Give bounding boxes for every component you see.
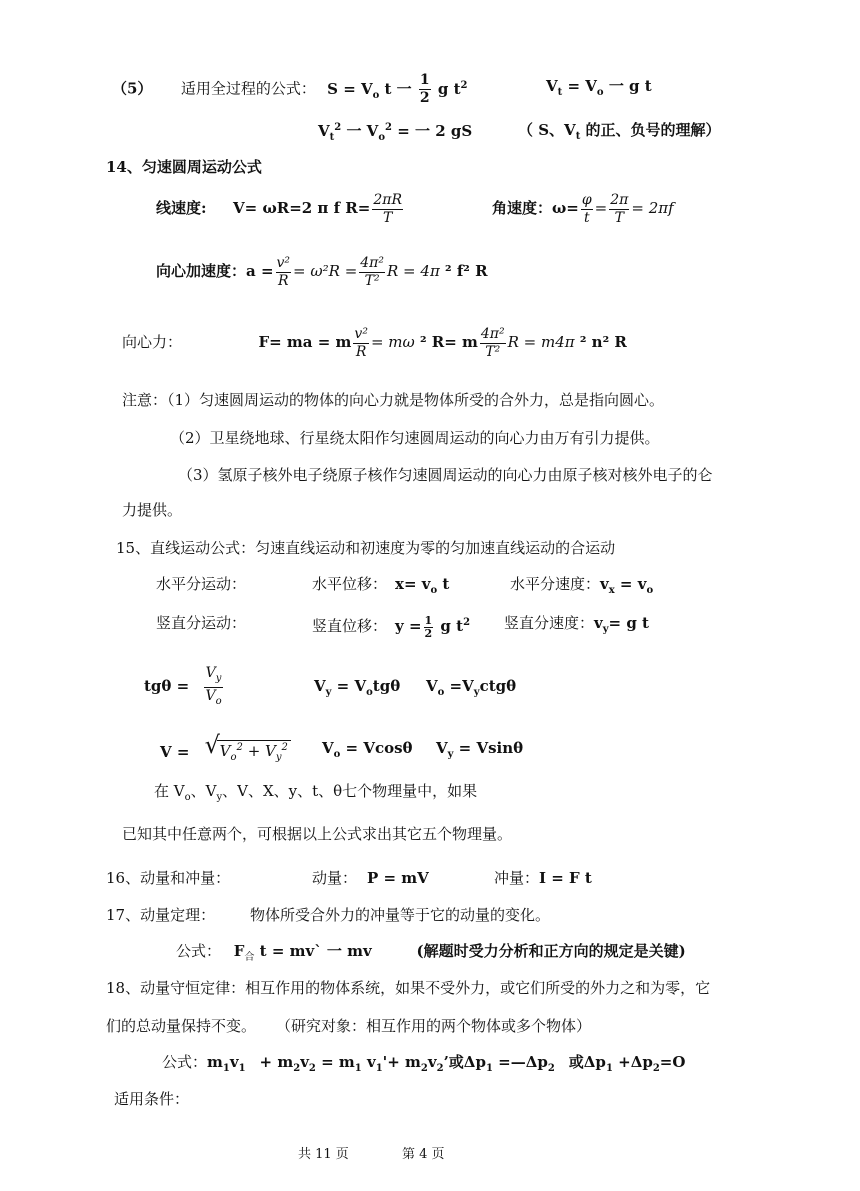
momentum-theorem-desc: 物体所受合外力的冲量等于它的动量的变化。 <box>250 906 551 924</box>
vo-cos-formula: $V_o = Vcos\theta$ <box>322 739 413 760</box>
linear-velocity-label: 线速度: <box>156 199 207 217</box>
momentum-formula: 动量： P = mV <box>312 869 429 887</box>
vertical-velocity: 竖直分速度：$v_y= g$ t <box>504 614 649 635</box>
two-known-line: 已知其中任意两个，可根据以上公式求出其它五个物理量。 <box>122 825 513 843</box>
note-3: （3）氢原子核外电子绕原子核作匀速圆周运动的向心力由原子核对核外电子的仑 <box>178 466 713 484</box>
momentum-theorem-formula: 公式： $F_合$ t = mv` 一 mv (解题时受力分析和正方向的规定是关键) <box>176 942 686 963</box>
horizontal-velocity: 水平分速度：$v_x = v_o$ <box>510 575 654 596</box>
note-3-continued: 力提供。 <box>122 501 183 519</box>
horizontal-displacement: 水平位移： $x= v_o$ t <box>312 575 450 596</box>
section-18-line-1: 18、动量守恒定律：相互作用的物体系统，如果不受外力，或它们所受的外力之和为零，它 <box>106 979 711 997</box>
formula-line-5 <box>112 72 468 107</box>
angular-velocity-line: 角速度：ω= $\frac{\varphi}{t}$ = $\frac{2\pi}{T}$ = 2πf <box>492 191 674 226</box>
note-1: 注意：（1）匀速圆周运动的物体的向心力就是物体所受的合外力，总是指向圆心。 <box>122 391 665 409</box>
centripetal-force-line: 向心力： F= ma = m $\frac{\text{v²}}{R}$ = mω ² R= m $\frac{\text{4π²}}{\text{T²}}$ R = m4π ² n² R <box>122 325 627 360</box>
impulse-formula: 冲量：I = F t <box>494 869 592 887</box>
vy-from-vo-formula: $V_y = V_otg\theta$ <box>314 677 401 698</box>
tangent-formula: tgθ = $\frac{V_y}{V_o}$ <box>144 664 222 707</box>
page-total: 共 11 页 <box>298 1147 349 1162</box>
vy-sin-formula: $V_y = Vsin\theta$ <box>436 739 524 760</box>
note-2: （2）卫星绕地球、行星绕太阳作匀速圆周运动的向心力由万有引力提供。 <box>170 429 660 447</box>
section-14-title: 14、匀速圆周运动公式 <box>106 158 262 176</box>
centripetal-acceleration-line: 向心加速度：a = $\frac{\text{v²}}{R}$ = ω²R = $\frac{\text{4π²}}{\text{T²}}$ R = 4π ² f² R <box>156 254 488 289</box>
displacement-formula: $S = V_o$ t 一 $\frac{1}{2}$ g $t^2$ <box>327 72 468 106</box>
item-number: （5） <box>112 79 153 98</box>
vertical-displacement: 竖直位移： y = $\frac{1}{2}$ g $t^2$ <box>312 613 471 640</box>
velocity-formula: $V_t = V_o$ 一 g t <box>546 77 652 98</box>
velocity-squared-formula: $V_t^2$ 一 $V_o^2$ = 一 2 gS <box>318 122 473 143</box>
vertical-motion-label: 竖直分运动： <box>156 614 247 632</box>
item-label: 适用全过程的公式： <box>180 79 316 98</box>
seven-quantities-line: 在 $V_o$、$V_y$、V、X、y、t、θ七个物理量中，如果 <box>154 782 478 803</box>
conditions-label: 适用条件： <box>114 1090 190 1108</box>
section-18-line-2: 们的总动量保持不变。 （研究对象：相互作用的两个物体或多个物体） <box>106 1017 592 1035</box>
section-15-title: 15、直线运动公式：匀速直线运动和初速度为零的匀加速直线运动的合运动 <box>116 539 616 557</box>
horizontal-motion-label: 水平分运动： <box>156 575 247 593</box>
page-number: 第 4 页 <box>402 1147 445 1162</box>
section-16-title: 16、动量和冲量： <box>106 869 231 887</box>
linear-velocity-line: 线速度: V= ωR=2 π f R= $\frac{2\pi R}{T}$ <box>156 191 402 226</box>
centripetal-force-label: 向心力： <box>122 333 183 351</box>
conservation-formula: 公式：$m_1v_1 + m_2v_2 = m_1$ $v_1'+ m_2v_2$’或$\Delta p_1$ $=—\Delta p_2$ 或$\Delta p_1 +\Delta p_2=O$ <box>162 1053 686 1074</box>
sign-note: （ S、$V_t$ 的正、负号的理解） <box>518 121 721 142</box>
vo-from-vy-formula: $V_o =V_yctg\theta$ <box>426 677 517 698</box>
section-17-title: 17、动量定理： <box>106 906 216 924</box>
resultant-velocity-formula: V = √ $V_o^2 + V_y^2$ <box>160 730 291 766</box>
